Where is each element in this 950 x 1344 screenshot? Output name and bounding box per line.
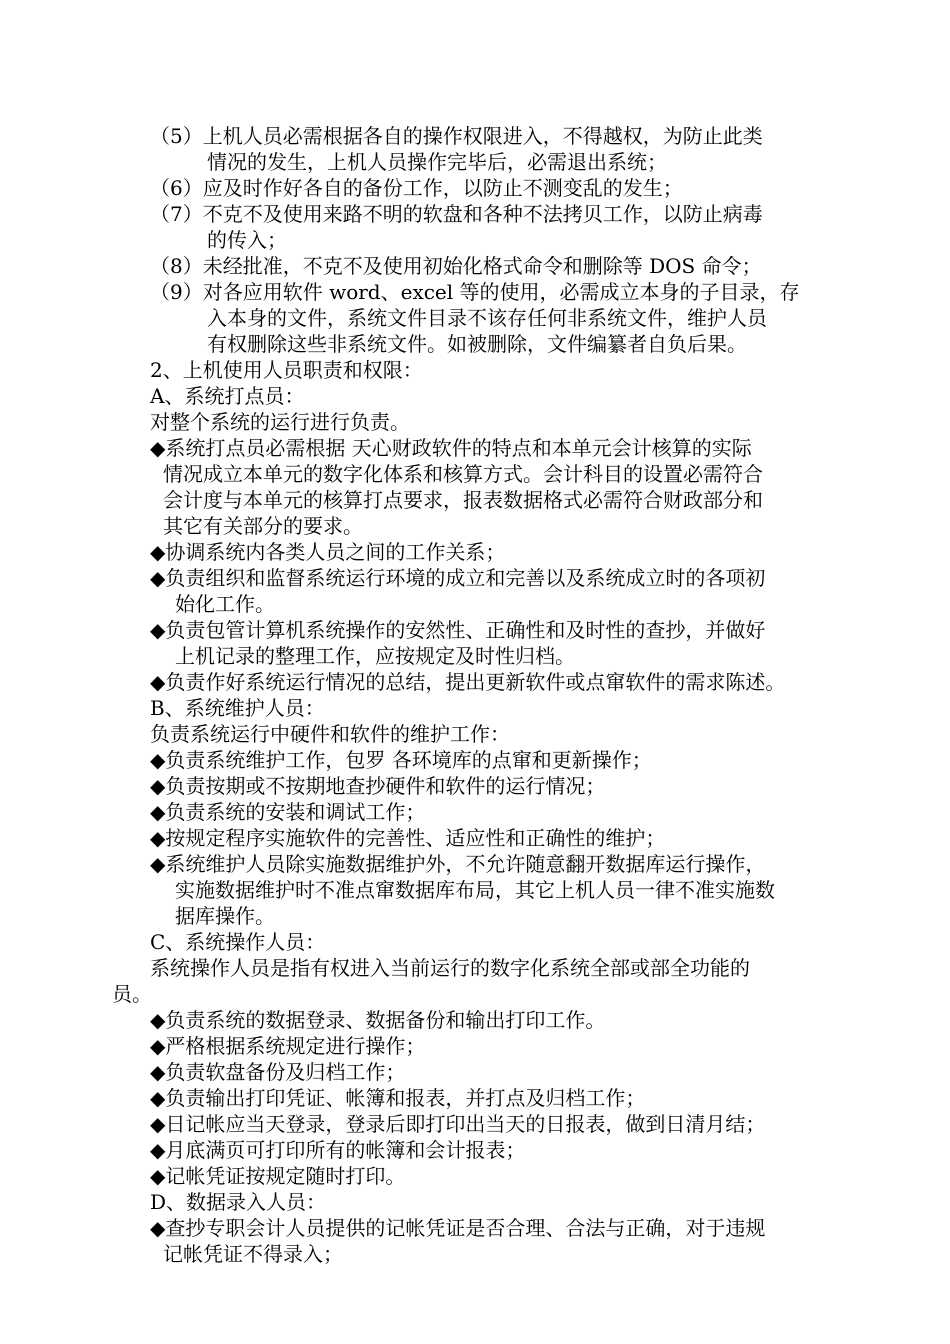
bullet-item: ◆负责系统维护工作，包罗 各环境库的点窜和更新操作； xyxy=(150,748,652,772)
text-line: 入本身的文件，系统文件目录不该存任何非系统文件，维护人员 xyxy=(207,306,767,330)
subsection-heading: D、数据录入人员： xyxy=(150,1190,327,1214)
bullet-item: ◆负责按期或不按期地查抄硬件和软件的运行情况； xyxy=(150,774,606,798)
text-line: 系统操作人员是指有权进入当前运行的数字化系统全部或部全功能的 xyxy=(150,956,750,980)
subsection-heading: C、系统操作人员： xyxy=(150,930,326,954)
bullet-item: ◆负责作好系统运行情况的总结，提出更新软件或点窜软件的需求陈述。 xyxy=(150,670,786,694)
text-line: （6）应及时作好各自的备份工作，以防止不测变乱的发生； xyxy=(150,176,683,200)
text-line: （9）对各应用软件 word、excel 等的使用，必需成立本身的子目录，存 xyxy=(150,280,800,304)
bullet-item: ◆负责包管计算机系统操作的安然性、正确性和及时性的查抄，并做好 xyxy=(150,618,766,642)
text-line: 始化工作。 xyxy=(175,592,275,616)
bullet-item: ◆月底满页可打印所有的帐簿和会计报表； xyxy=(150,1138,526,1162)
section-heading: 2、上机使用人员职责和权限： xyxy=(150,358,423,382)
text-line: 对整个系统的运行进行负责。 xyxy=(150,410,410,434)
text-line: 员。 xyxy=(112,982,152,1006)
bullet-item: ◆记帐凭证按规定随时打印。 xyxy=(150,1164,406,1188)
text-line: 据库操作。 xyxy=(175,904,275,928)
text-line: 有权删除这些非系统文件。如被删除，文件编纂者自负后果。 xyxy=(207,332,747,356)
text-line: 会计度与本单元的核算打点要求，报表数据格式必需符合财政部分和 xyxy=(163,488,763,512)
bullet-item: ◆按规定程序实施软件的完善性、适应性和正确性的维护； xyxy=(150,826,666,850)
bullet-item: ◆协调系统内各类人员之间的工作关系； xyxy=(150,540,506,564)
text-line: （7）不克不及使用来路不明的软盘和各种不法拷贝工作，以防止病毒 xyxy=(150,202,763,226)
text-line: 实施数据维护时不准点窜数据库布局，其它上机人员一律不准实施数 xyxy=(175,878,775,902)
text-line: 上机记录的整理工作，应按规定及时性归档。 xyxy=(175,644,575,668)
bullet-item: ◆负责系统的安装和调试工作； xyxy=(150,800,426,824)
text-line: 其它有关部分的要求。 xyxy=(163,514,363,538)
bullet-item: ◆系统维护人员除实施数据维护外，不允许随意翻开数据库运行操作， xyxy=(150,852,766,876)
text-line: 情况成立本单元的数字化体系和核算方式。会计科目的设置必需符合 xyxy=(163,462,763,486)
subsection-heading: B、系统维护人员： xyxy=(150,696,325,720)
text-line: （5）上机人员必需根据各自的操作权限进入，不得越权，为防止此类 xyxy=(150,124,763,148)
bullet-item: ◆严格根据系统规定进行操作； xyxy=(150,1034,426,1058)
text-line: （8）未经批准，不克不及使用初始化格式命令和删除等 DOS 命令； xyxy=(150,254,762,278)
text-line: 负责系统运行中硬件和软件的维护工作： xyxy=(150,722,510,746)
bullet-item: ◆负责组织和监督系统运行环境的成立和完善以及系统成立时的各项初 xyxy=(150,566,766,590)
text-line: 记帐凭证不得录入； xyxy=(163,1242,343,1266)
text-line: 情况的发生，上机人员操作完毕后，必需退出系统； xyxy=(207,150,667,174)
bullet-item: ◆查抄专职会计人员提供的记帐凭证是否合理、合法与正确，对于违规 xyxy=(150,1216,766,1240)
bullet-item: ◆日记帐应当天登录，登录后即打印出当天的日报表，做到日清月结； xyxy=(150,1112,766,1136)
bullet-item: ◆负责输出打印凭证、帐簿和报表，并打点及归档工作； xyxy=(150,1086,646,1110)
text-line: 的传入； xyxy=(207,228,287,252)
bullet-item: ◆负责软盘备份及归档工作； xyxy=(150,1060,406,1084)
bullet-item: ◆系统打点员必需根据 天心财政软件的特点和本单元会计核算的实际 xyxy=(150,436,752,460)
subsection-heading: A、系统打点员： xyxy=(150,384,305,408)
bullet-item: ◆负责系统的数据登录、数据备份和输出打印工作。 xyxy=(150,1008,606,1032)
